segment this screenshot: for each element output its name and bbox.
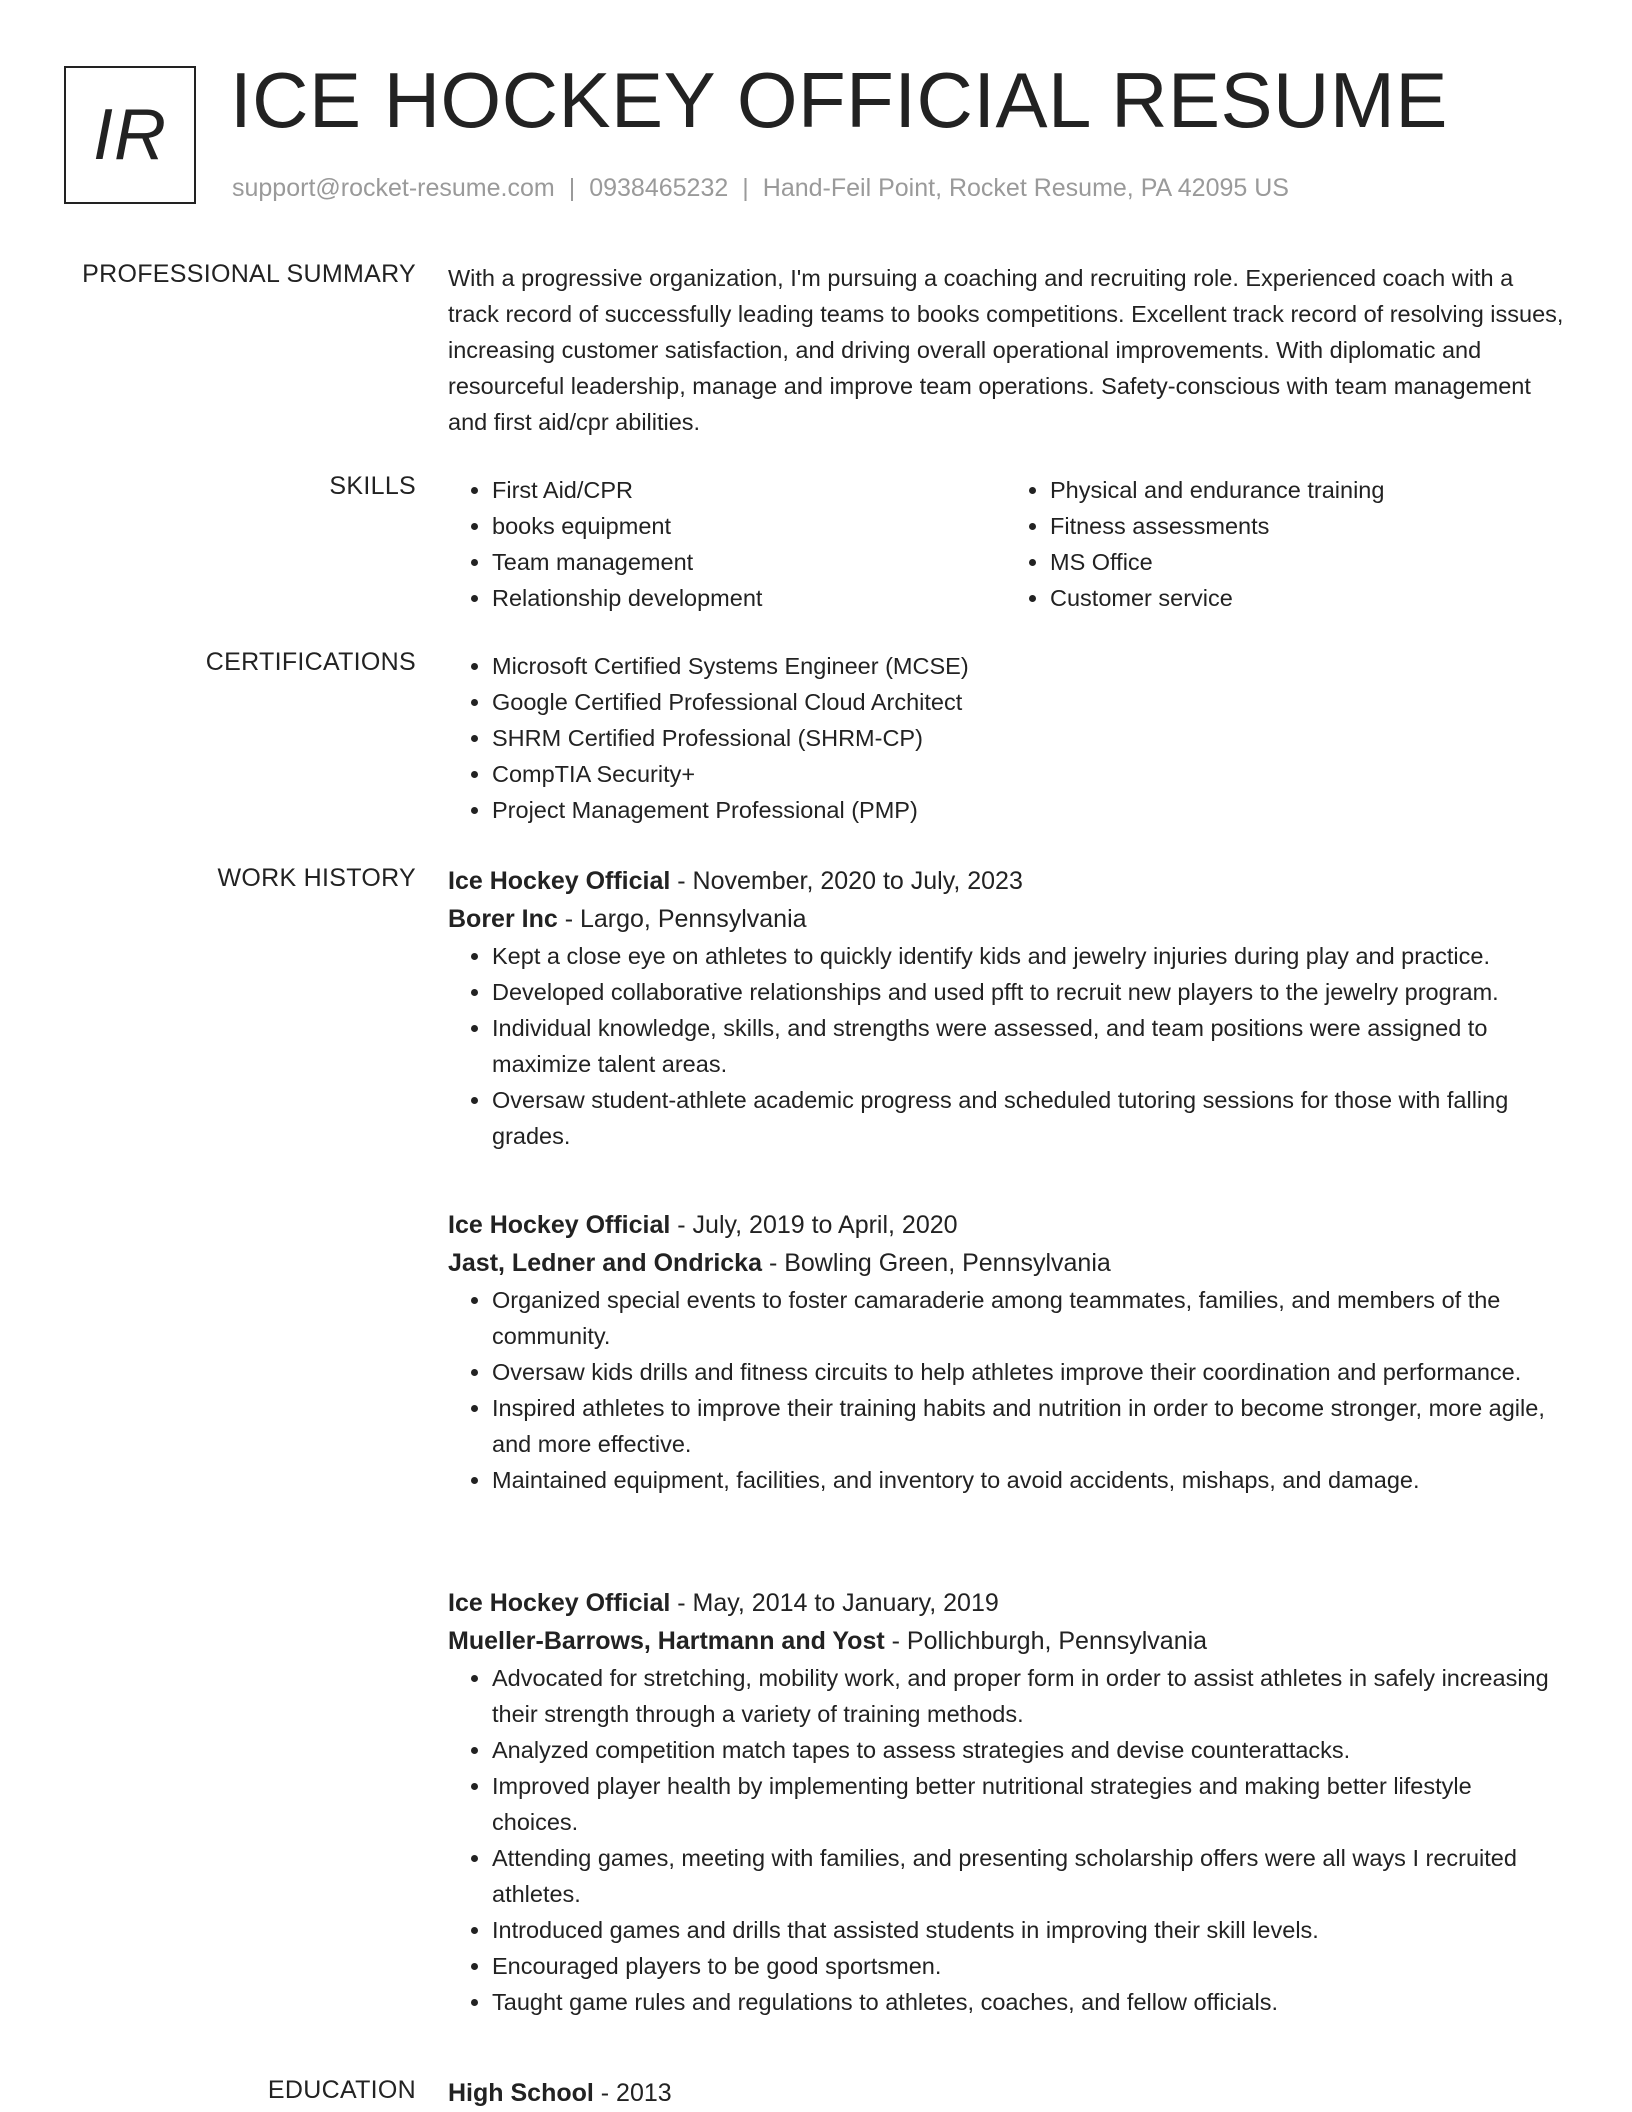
section-label: CERTIFICATIONS	[205, 648, 416, 676]
job-title-line	[448, 1206, 1564, 1244]
list-item: • Team management	[492, 544, 1006, 580]
education-line	[448, 2074, 1564, 2112]
skills-list-right	[1006, 472, 1564, 616]
job-title: Ice Hockey Official	[448, 1589, 671, 1617]
job-company: Jast, Ledner and Ondricka	[448, 1249, 762, 1277]
job-body	[448, 1584, 1564, 2020]
list-item: • First Aid/CPR	[492, 472, 1006, 508]
job-body	[448, 862, 1564, 1154]
list-item: • Attending games, meeting with families, and presenting scholarship offers were all ways I recruited athletes.	[492, 1840, 1564, 1912]
job-dates: - November, 2020 to July, 2023	[670, 867, 1023, 895]
list-item: • SHRM Certified Professional (SHRM-CP)	[492, 720, 1564, 756]
skills-list-left	[448, 472, 1006, 616]
list-item: • Physical and endurance training	[1050, 472, 1564, 508]
list-item: • Project Management Professional (PMP)	[492, 792, 1564, 828]
list-item: • Maintained equipment, facilities, and inventory to avoid accidents, mishaps, and damage.	[492, 1462, 1564, 1498]
skills-body	[448, 472, 1564, 616]
list-item: • Encouraged players to be good sportsmen.	[492, 1948, 1564, 1984]
job-title-line	[448, 862, 1564, 900]
list-item: • Microsoft Certified Systems Engineer (MCSE)	[492, 648, 1564, 684]
list-item: • Kept a close eye on athletes to quickly identify kids and jewelry injuries during play and practice.	[492, 938, 1564, 974]
list-item: • Oversaw kids drills and fitness circuits to help athletes improve their coordination and performance.	[492, 1354, 1564, 1390]
list-item: • Improved player health by implementing better nutritional strategies and making better lifestyle choices.	[492, 1768, 1564, 1840]
list-item: • Oversaw student-athlete academic progress and scheduled tutoring sessions for those with falling grades.	[492, 1082, 1564, 1154]
section-label: PROFESSIONAL SUMMARY	[82, 260, 416, 288]
section-label: WORK HISTORY	[217, 864, 416, 892]
job-location: - Bowling Green, Pennsylvania	[762, 1249, 1111, 1277]
job-dates: - May, 2014 to January, 2019	[670, 1589, 999, 1617]
job-company-line	[448, 1622, 1564, 1660]
job-location: - Largo, Pennsylvania	[557, 905, 807, 933]
job-bullets	[448, 938, 1564, 1154]
job-bullets	[448, 1282, 1564, 1498]
list-item: • Taught game rules and regulations to athletes, coaches, and fellow officials.	[492, 1984, 1564, 2020]
education-degree: High School	[448, 2079, 594, 2107]
job-bullets	[448, 1660, 1564, 2020]
list-item: • Analyzed competition match tapes to assess strategies and devise counterattacks.	[492, 1732, 1564, 1768]
list-item: • Introduced games and drills that assisted students in improving their skill levels.	[492, 1912, 1564, 1948]
education-body	[448, 2074, 1564, 2112]
list-item: • Fitness assessments	[1050, 508, 1564, 544]
list-item: • MS Office	[1050, 544, 1564, 580]
list-item: • CompTIA Security+	[492, 756, 1564, 792]
list-item: • books equipment	[492, 508, 1006, 544]
section-label: SKILLS	[329, 472, 416, 500]
contact-email: support@rocket-resume.com	[232, 174, 555, 202]
contact-separator: |	[568, 174, 576, 202]
contact-address: Hand-Feil Point, Rocket Resume, PA 42095 US	[762, 174, 1289, 202]
job-company-line	[448, 1244, 1564, 1282]
job-company-line	[448, 900, 1564, 938]
monogram-badge: IR	[64, 66, 196, 204]
section-label: EDUCATION	[267, 2076, 416, 2104]
education-year: - 2013	[593, 2079, 672, 2107]
job-title: Ice Hockey Official	[448, 867, 671, 895]
job-location: - Pollichburgh, Pennsylvania	[884, 1627, 1208, 1655]
contact-phone: 0938465232	[589, 174, 729, 202]
job-body	[448, 1206, 1564, 1498]
list-item: • Relationship development	[492, 580, 1006, 616]
contact-separator: |	[742, 174, 749, 202]
job-title: Ice Hockey Official	[448, 1211, 671, 1239]
list-item: • Google Certified Professional Cloud Architect	[492, 684, 1564, 720]
summary-body	[448, 260, 1564, 440]
job-company: Mueller-Barrows, Hartmann and Yost	[448, 1627, 885, 1655]
job-dates: - July, 2019 to April, 2020	[670, 1211, 958, 1239]
certifications-list	[448, 648, 1564, 828]
job-title-line	[448, 1584, 1564, 1622]
list-item: • Advocated for stretching, mobility work, and proper form in order to assist athletes in safely increasing their strength through a variety of training methods.	[492, 1660, 1564, 1732]
list-item: • Customer service	[1050, 580, 1564, 616]
list-item: • Inspired athletes to improve their training habits and nutrition in order to become stronger, more agile, and more effective.	[492, 1390, 1564, 1462]
resume-title: ICE HOCKEY OFFICIAL RESUME	[230, 56, 1448, 144]
certifications-body	[448, 648, 1564, 828]
job-company: Borer Inc	[448, 905, 558, 933]
summary-text: With a progressive organization, I'm pursuing a coaching and recruiting role. Experienced coach with a track record of successfully leading teams to books competitions. Excellent track record of resolving issues, increasing customer satisfaction, and driving overall operational improvements. With diplomatic and resourceful leadership, manage and improve team operations. Safety-conscious with team management and first aid/cpr abilities.	[448, 265, 1564, 435]
list-item: • Organized special events to foster camaraderie among teammates, families, and members of the community.	[492, 1282, 1564, 1354]
list-item: • Developed collaborative relationships and used pfft to recruit new players to the jewelry program.	[492, 974, 1564, 1010]
list-item: • Individual knowledge, skills, and strengths were assessed, and team positions were assigned to maximize talent areas.	[492, 1010, 1564, 1082]
contact-line	[232, 174, 1289, 203]
